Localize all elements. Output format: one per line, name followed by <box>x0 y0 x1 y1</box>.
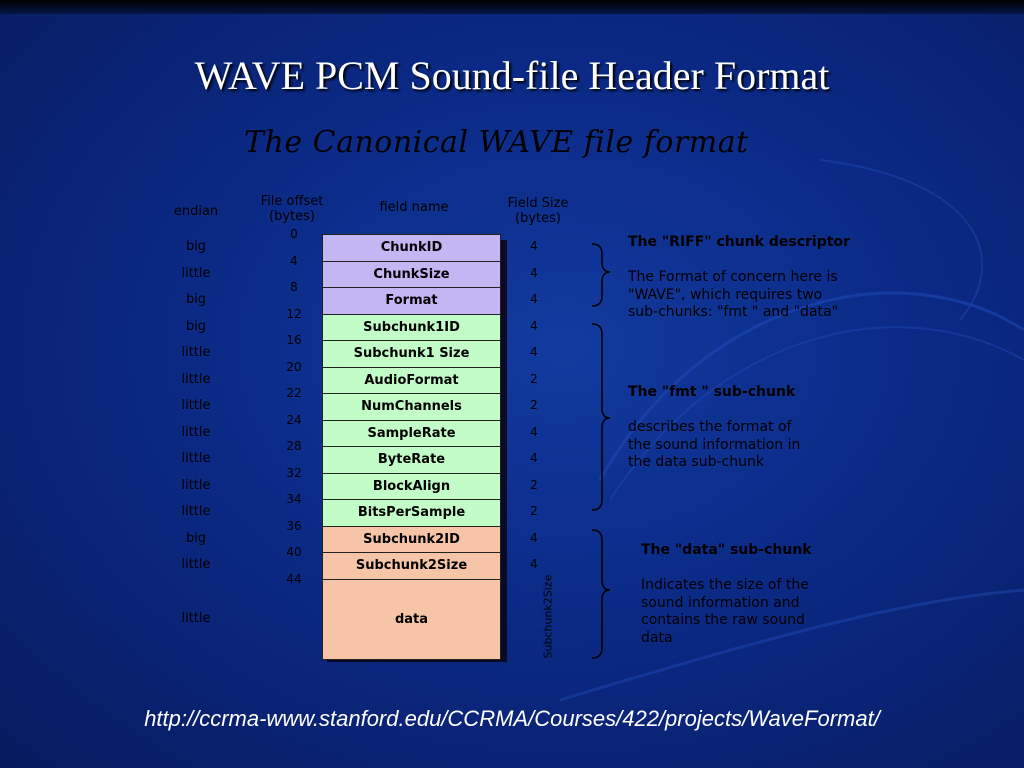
offset-value: 44 <box>286 571 302 586</box>
endian-value: little <box>181 477 211 493</box>
offset-value: 4 <box>290 253 298 268</box>
data-heading: The "data" sub-chunk <box>641 542 812 558</box>
size-value: 4 <box>530 557 538 572</box>
offset-value: 12 <box>286 306 302 321</box>
field-chunkid: ChunkID <box>322 234 501 262</box>
header-file-offset: File offset (bytes) <box>260 194 324 224</box>
endian-value: big <box>185 239 207 255</box>
offset-value: 20 <box>286 359 302 374</box>
size-value-vertical: Subchunk2Size <box>541 574 555 659</box>
offset-value: 0 <box>290 227 298 241</box>
endian-value: little <box>181 557 211 573</box>
size-value: 4 <box>530 424 538 439</box>
header-field-size: Field Size (bytes) <box>507 196 569 226</box>
size-value: 2 <box>530 504 538 519</box>
size-value: 2 <box>530 371 538 386</box>
field-subchunk1id: Subchunk1ID <box>322 314 501 342</box>
endian-value: big <box>185 530 207 546</box>
field-audioformat: AudioFormat <box>322 367 501 395</box>
field-samplerate: SampleRate <box>322 420 501 448</box>
field-byterate: ByteRate <box>322 446 501 474</box>
slide-subtitle: The Canonical WAVE file format <box>244 125 749 160</box>
size-value: 4 <box>530 318 538 333</box>
endian-value: big <box>185 318 207 334</box>
field-format: Format <box>322 287 501 315</box>
top-bar <box>0 0 1024 14</box>
fmt-description: describes the format of the sound information in the data sub-chunk <box>628 419 801 470</box>
slide-title: WAVE PCM Sound-file Header Format <box>194 53 830 98</box>
offset-value: 16 <box>286 333 302 347</box>
size-value: 2 <box>530 398 538 413</box>
field-subchunk1-size: Subchunk1 Size <box>322 340 501 368</box>
size-value: 2 <box>530 477 538 492</box>
offset-value: 28 <box>286 439 302 453</box>
offset-value: 8 <box>290 280 298 294</box>
riff-heading: The "RIFF" chunk descriptor <box>628 234 850 250</box>
field-numchannels: NumChannels <box>322 393 501 421</box>
data-brace <box>592 530 610 658</box>
endian-value: big <box>185 292 207 308</box>
field-subchunk2size: Subchunk2Size <box>322 552 501 580</box>
header-endian: endian <box>173 204 219 219</box>
data-description: Indicates the size of the sound information and contains the raw sound data <box>641 577 809 646</box>
endian-value: little <box>181 371 211 387</box>
size-value: 4 <box>530 265 538 280</box>
fmt-heading: The "fmt " sub-chunk <box>628 384 796 400</box>
header-field-name: field name <box>379 200 449 215</box>
offset-value: 32 <box>286 465 302 480</box>
fmt-brace <box>592 324 610 510</box>
offset-value: 22 <box>286 386 302 400</box>
endian-value: little <box>181 424 211 440</box>
field-bitspersample: BitsPerSample <box>322 499 501 527</box>
offset-value: 24 <box>286 412 302 427</box>
size-value: 4 <box>530 451 538 466</box>
source-url[interactable]: http://ccrma-www.stanford.edu/CCRMA/Courses/422/projects/WaveFormat/ <box>144 706 880 731</box>
field-blockalign: BlockAlign <box>322 473 501 501</box>
endian-value: little <box>181 504 211 520</box>
offset-value: 36 <box>286 518 302 533</box>
endian-value: little <box>181 451 211 467</box>
riff-description: The Format of concern here is "WAVE", which requires two sub-chunks: "fmt " and "data" <box>628 269 839 320</box>
size-value: 4 <box>530 345 538 360</box>
size-value: 4 <box>530 530 538 545</box>
offset-value: 34 <box>286 492 302 506</box>
field-data: data <box>322 579 501 660</box>
size-value: 4 <box>530 239 538 254</box>
endian-value: little <box>181 265 211 281</box>
size-value: 4 <box>530 292 538 307</box>
endian-value: little <box>181 610 211 626</box>
field-subchunk2id: Subchunk2ID <box>322 526 501 554</box>
endian-value: little <box>181 345 211 361</box>
endian-value: little <box>181 398 211 414</box>
field-chunksize: ChunkSize <box>322 261 501 289</box>
offset-value: 40 <box>286 545 302 559</box>
riff-brace <box>592 244 610 306</box>
